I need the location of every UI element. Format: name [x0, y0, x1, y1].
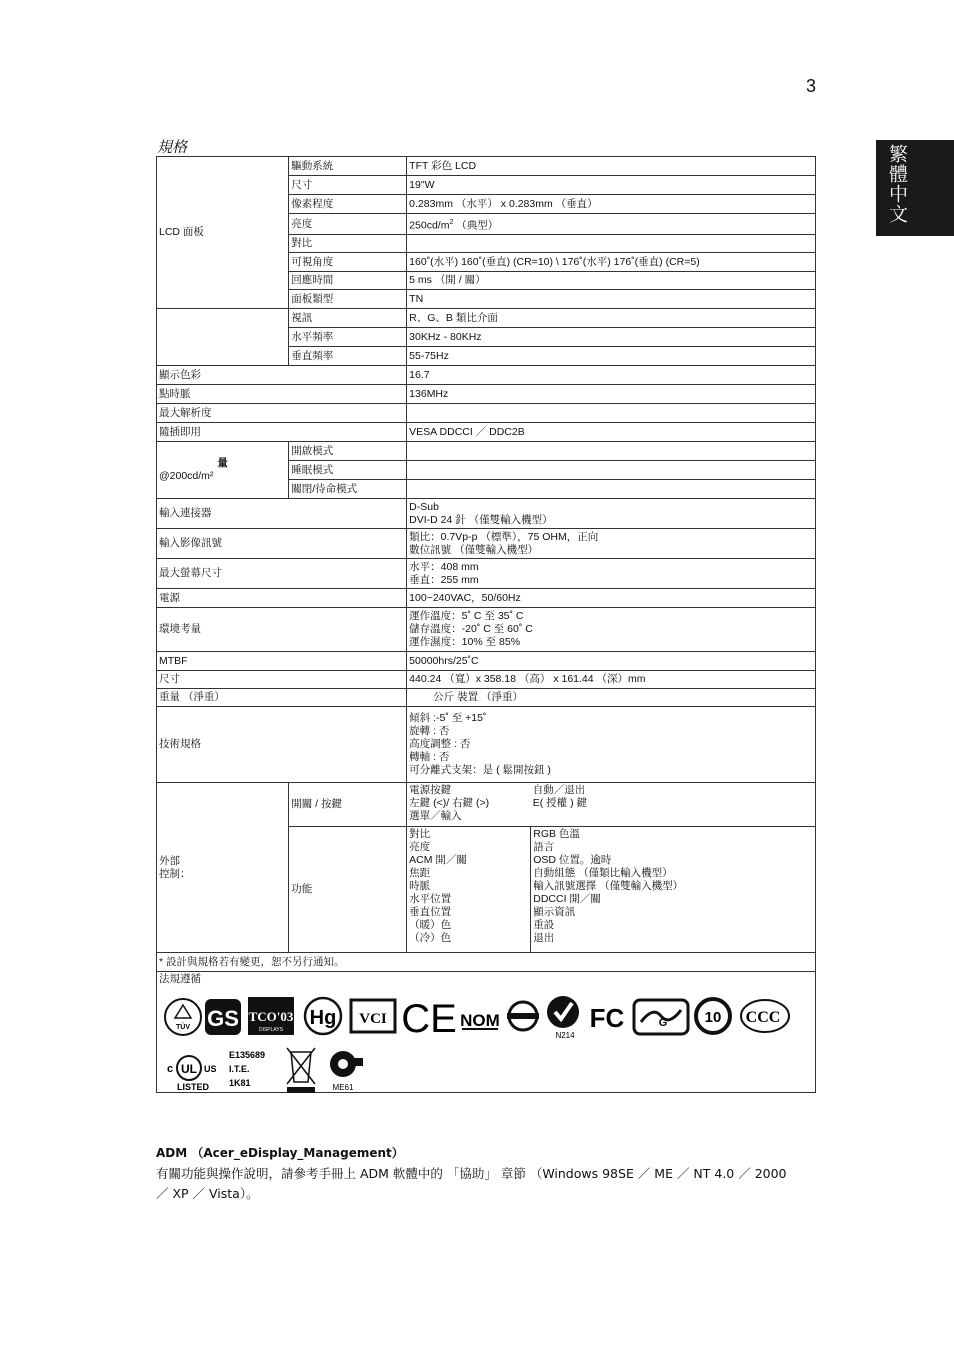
size-value: 19"W	[407, 176, 816, 195]
power-source-value: 100~240VAC，50/60Hz	[407, 589, 816, 608]
max-screen-line: 水平：408 mm	[409, 560, 479, 573]
input-signal-value	[407, 529, 816, 559]
ul-c: c	[167, 1063, 174, 1075]
max-screen-label: 最大螢幕尺寸	[157, 559, 407, 589]
brightness-value-main: 250cd/m	[409, 219, 450, 232]
dot-clock-label: 點時脈	[157, 385, 407, 404]
footnote: * 設計與規格若有變更，恕不另行通知。	[157, 953, 816, 972]
mechanical-value	[407, 707, 816, 783]
weee-bin-icon	[281, 1046, 321, 1094]
switch-line: 電源按鍵	[409, 784, 452, 796]
max-resolution-label: 最大解析度	[157, 404, 407, 423]
environment-line: 運作溫度：5˚ C 至 35˚ C	[409, 610, 524, 622]
func-item: RGB 色溫	[533, 828, 580, 840]
vci-logo-icon	[349, 996, 399, 1038]
svg-text:G: G	[658, 1017, 668, 1029]
off-mode-value	[407, 480, 816, 499]
func-item: 輸入訊號選擇 （僅雙輸入機型）	[533, 880, 684, 892]
epup-10-logo-icon	[693, 996, 735, 1038]
func-item: 退出	[533, 932, 555, 944]
switch-left-list	[407, 783, 531, 827]
brightness-sup: 2	[449, 218, 454, 226]
func-item: （暖）色	[409, 919, 452, 931]
gs-logo-text: GS	[207, 1006, 239, 1031]
func-item: 亮度	[409, 841, 431, 853]
lcd-panel-label: LCD 面板	[157, 157, 289, 309]
func-item: 自動組態 （僅類比輸入機型）	[533, 867, 673, 879]
switch-line: 自動／退出	[532, 784, 586, 796]
sleep-mode-label: 睡眠模式	[289, 461, 407, 480]
on-mode-value	[407, 442, 816, 461]
ul-text: UL	[181, 1062, 197, 1076]
environment-label: 環境考量	[157, 608, 407, 652]
weight-label: 重量 （淨重）	[157, 689, 407, 707]
max-screen-line: 垂直：255 mm	[409, 573, 479, 586]
gost-hand-logo-icon	[631, 996, 691, 1038]
mechanical-line: 高度調整 : 否	[409, 738, 471, 750]
hg-logo-icon	[303, 996, 345, 1038]
func-item: 水平位置	[409, 893, 452, 905]
func-item: （冷）色	[409, 932, 452, 944]
drive-system-label: 驅動系統	[289, 157, 407, 176]
section-title: 規格	[157, 138, 188, 156]
ul-listed-logo-icon	[163, 1048, 275, 1092]
func-item: OSD 位置。逾時	[533, 854, 612, 866]
v-freq-label: 垂直頻率	[289, 347, 407, 366]
plug-play-label: 隨插即用	[157, 423, 407, 442]
power-source-label: 電源	[157, 589, 407, 608]
func-item: 對比	[409, 828, 431, 840]
pixel-pitch-value: 0.283mm （水平） x 0.283mm （垂直）	[407, 195, 816, 214]
response-time-label: 回應時間	[289, 272, 407, 290]
mechanical-line: 可分離式支架：是 ( 鬆開按鈕 )	[409, 764, 551, 776]
fcc-logo-text: FC	[589, 1003, 625, 1033]
func-left-list	[407, 827, 531, 953]
tuv-logo-text: TÜV	[176, 1024, 190, 1031]
ccc-logo-icon	[739, 996, 791, 1038]
tco-logo-text: TCO'03	[248, 1009, 294, 1024]
video-value: R、G、B 類比介面	[407, 309, 816, 328]
ul-us: US	[204, 1064, 217, 1074]
mechanical-line: 傾斜 :-5˚ 至 +15˚	[409, 712, 487, 724]
on-mode-label: 開啟模式	[289, 442, 407, 461]
mechanical-line: 旋轉 : 否	[409, 725, 450, 737]
plug-play-value: VESA DDCCI ／ DDC2B	[407, 423, 816, 442]
mechanical-line: 轉軸 : 否	[409, 751, 450, 763]
power-label-main: 量	[217, 457, 228, 469]
fcc-logo-icon	[585, 996, 629, 1038]
vci-logo-text: VCI	[359, 1011, 387, 1027]
input-connector-value	[407, 499, 816, 529]
nom-logo-text: NOM	[460, 1011, 500, 1030]
func-item: 焦距	[409, 867, 431, 879]
weight-value: 公斤 裝置 （淨重）	[407, 689, 816, 707]
switch-line: E( 授權 ) 鍵	[532, 797, 587, 809]
switch-right-list	[531, 783, 816, 827]
switch-line: 左鍵 (<)/ 右鍵 (>)	[409, 797, 490, 809]
input-signal-line: 數位訊號 （僅雙輸入機型）	[409, 543, 539, 556]
func-item: 重設	[533, 919, 555, 931]
ctick-caption: N214	[555, 1031, 575, 1040]
func-right-list	[531, 827, 816, 953]
ce-logo-text: CE	[401, 997, 457, 1038]
ctick-logo-icon	[545, 994, 585, 1040]
ce-logo-icon	[401, 996, 457, 1038]
func-item: 時脈	[409, 880, 431, 892]
power-consumption-label	[157, 442, 289, 499]
regulatory-cell	[157, 972, 816, 1093]
contrast-label: 對比	[289, 235, 407, 253]
input-connector-line: DVI-D 24 針 （僅雙輸入機型）	[409, 513, 553, 526]
ul-code: I.T.E.	[229, 1064, 250, 1074]
contrast-value	[407, 235, 816, 253]
video-group-label	[157, 309, 289, 366]
nom-logo-icon	[459, 996, 501, 1038]
brightness-label: 亮度	[289, 214, 407, 235]
dot-clock-value: 136MHz	[407, 385, 816, 404]
environment-line: 儲存溫度：-20˚ C 至 60˚ C	[409, 623, 533, 635]
tuv-logo-icon	[163, 996, 243, 1038]
viewing-angle-label: 可視角度	[289, 253, 407, 272]
language-tab-label: 繁體中文	[886, 144, 908, 224]
video-label: 視訊	[289, 309, 407, 328]
svg-text:CCC: CCC	[745, 1009, 781, 1026]
ul-code: 1K81	[229, 1078, 251, 1088]
input-signal-label: 輸入影像訊號	[157, 529, 407, 559]
ul-code: E135689	[229, 1050, 266, 1060]
ul-listed: LISTED	[177, 1082, 210, 1092]
size-label: 尺寸	[289, 176, 407, 195]
pixel-pitch-label: 像素程度	[289, 195, 407, 214]
external-controls-line: 外部	[159, 854, 180, 867]
response-time-value: 5 ms （開 / 關）	[407, 272, 816, 290]
pct-logo-icon	[327, 1046, 367, 1094]
switch-buttons-label: 開關 / 按鍵	[289, 783, 407, 827]
max-screen-value	[407, 559, 816, 589]
func-item: 顯示資訊	[533, 906, 576, 918]
viewing-angle-value: 160˚(水平) 160˚(垂直) (CR=10) \ 176˚(水平) 176˚(垂直) (CR=5)	[407, 253, 816, 272]
func-item: 語言	[533, 841, 555, 853]
regulatory-label: 法規遵循	[159, 973, 201, 985]
tco-logo-sub: DISPLAYS	[258, 1027, 284, 1033]
dimensions-value: 440.24 （寬）x 358.18 （高） x 161.44 （深）mm	[407, 671, 816, 689]
h-freq-value: 30KHz - 80KHz	[407, 328, 816, 347]
input-connector-label: 輸入連接器	[157, 499, 407, 529]
mechanical-label: 技術規格	[157, 707, 407, 783]
display-colors-label: 顯示色彩	[157, 366, 407, 385]
mtbf-value: 50000hrs/25˚C	[407, 652, 816, 671]
power-label-sub: @200cd/m²	[159, 470, 214, 482]
off-mode-label: 關閉/待命模式	[289, 480, 407, 499]
hg-logo-text: Hg	[309, 1007, 337, 1029]
page-number: 3	[806, 76, 817, 96]
adm-description: 有關功能與操作說明，請參考手冊上 ADM 軟體中的 「協助」 章節 （Windows 98SE ／ ME ／ NT 4.0 ／ 2000 ／ XP ／ Vista）。	[156, 1166, 787, 1201]
input-signal-line: 類比：0.7Vp-p （標準），75 OHM，正向	[409, 530, 599, 543]
brightness-value-typ: （典型）	[453, 219, 499, 232]
v-freq-value: 55-75Hz	[407, 347, 816, 366]
environment-line: 運作濕度：10% 至 85%	[409, 636, 521, 648]
h-freq-label: 水平頻率	[289, 328, 407, 347]
max-resolution-value	[407, 404, 816, 423]
language-tab	[876, 140, 954, 236]
panel-type-label: 面板類型	[289, 290, 407, 309]
environment-value	[407, 608, 816, 652]
logo-row-1	[163, 994, 791, 1040]
logo-row-2	[163, 1046, 367, 1094]
mtbf-label: MTBF	[157, 652, 407, 671]
spec-table	[156, 156, 816, 1093]
func-item: ACM 開／關	[409, 854, 467, 866]
adm-heading: ADM （Acer_eDisplay_Management）	[156, 1146, 404, 1160]
sleep-mode-value	[407, 461, 816, 480]
func-item: DDCCI 開／關	[533, 893, 601, 905]
external-controls-label	[157, 783, 289, 953]
panel-type-value: TN	[407, 290, 816, 309]
nemko-logo-icon	[505, 996, 543, 1038]
dimensions-label: 尺寸	[157, 671, 407, 689]
svg-text:10: 10	[704, 1009, 722, 1026]
switch-line: 選單／輸入	[409, 810, 462, 822]
brightness-value	[407, 214, 816, 235]
pct-caption: ME61	[332, 1083, 354, 1092]
input-connector-line: D-Sub	[409, 500, 439, 513]
functions-label: 功能	[289, 827, 407, 953]
func-item: 垂直位置	[409, 906, 452, 918]
external-controls-line: 控制：	[159, 867, 191, 880]
display-colors-value: 16.7	[407, 366, 816, 385]
drive-system-value: TFT 彩色 LCD	[407, 157, 816, 176]
tco-logo-icon	[247, 996, 297, 1038]
